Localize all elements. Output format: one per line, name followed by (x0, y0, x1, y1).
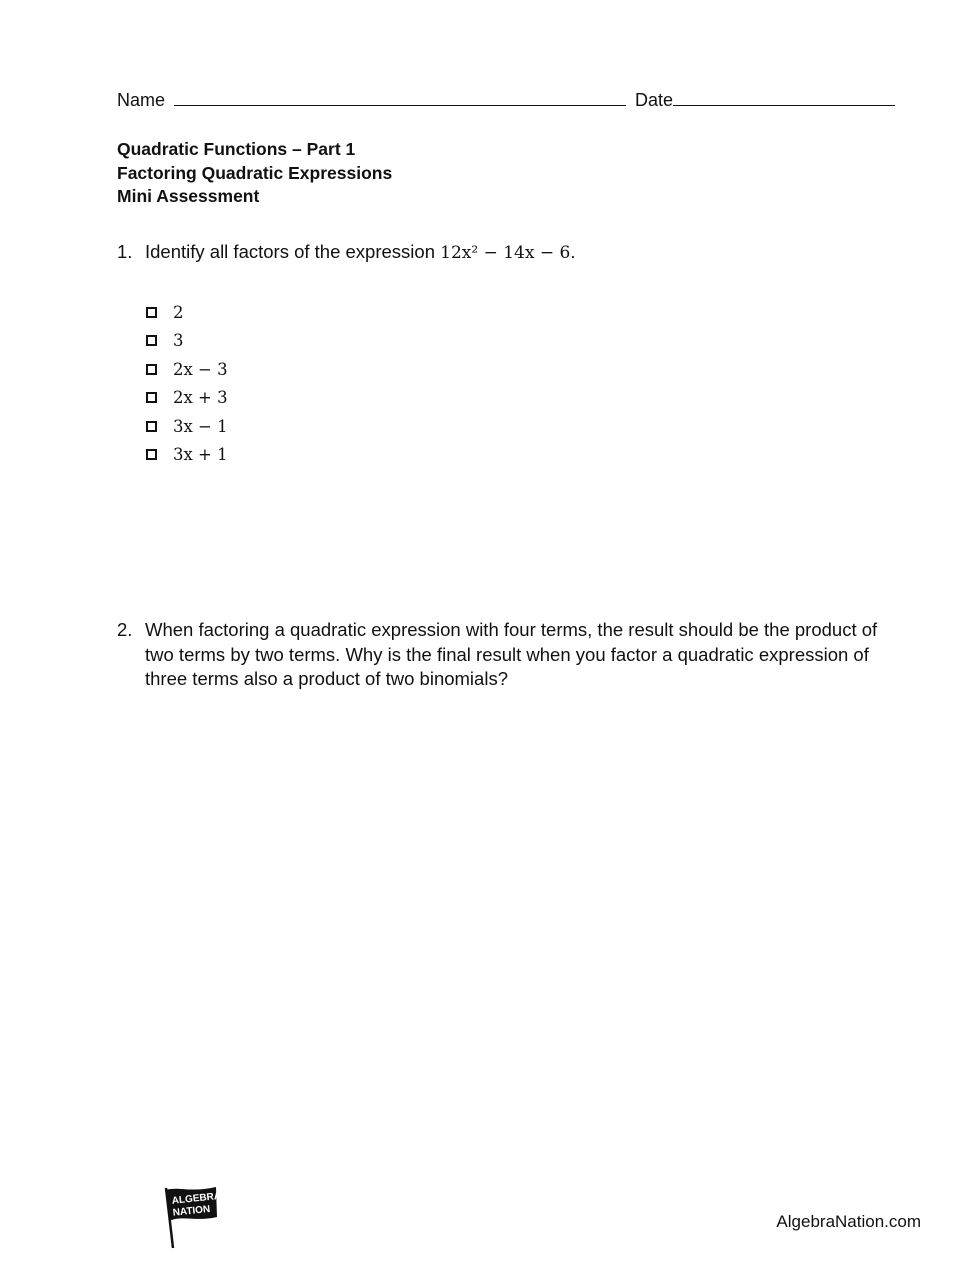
question-2 (117, 618, 887, 692)
question-2-text: When factoring a quadratic expression with four terms, the result should be the product of two terms by two terms. Why is the final result when you factor a quadratic expression of three terms also a product of two binomials? (145, 619, 878, 689)
question-1-period: . (570, 241, 576, 262)
option-label: 3x + 1 (173, 445, 228, 465)
option-1[interactable] (146, 298, 228, 327)
question-2-number: 2. (117, 619, 133, 640)
question-1-expression: 12x² − 14x − 6 (440, 243, 571, 263)
logo-text-1: ALGEBRA (171, 1190, 222, 1207)
option-label: 2x − 3 (173, 359, 228, 379)
option-3[interactable] (146, 355, 228, 384)
question-1 (117, 240, 887, 266)
name-date-header (117, 90, 907, 111)
checkbox-icon[interactable] (146, 449, 157, 460)
checkbox-icon[interactable] (146, 421, 157, 432)
option-2[interactable] (146, 327, 228, 356)
option-label: 2x + 3 (173, 388, 228, 408)
title-line-1: Quadratic Functions – Part 1 (117, 139, 356, 159)
option-4[interactable] (146, 384, 228, 413)
flag-logo-icon (160, 1184, 222, 1250)
date-blank[interactable] (673, 91, 895, 106)
option-6[interactable] (146, 441, 228, 470)
algebra-nation-logo (160, 1184, 222, 1250)
option-label: 2 (173, 302, 184, 322)
option-label: 3x − 1 (173, 416, 228, 436)
question-1-number: 1. (117, 241, 133, 262)
date-label: Date (635, 90, 674, 110)
name-blank[interactable] (174, 91, 626, 106)
name-label: Name (117, 90, 166, 110)
option-5[interactable] (146, 412, 228, 441)
question-1-options (146, 298, 228, 469)
checkbox-icon[interactable] (146, 364, 157, 375)
checkbox-icon[interactable] (146, 335, 157, 346)
checkbox-icon[interactable] (146, 307, 157, 318)
title-line-2: Factoring Quadratic Expressions (117, 162, 393, 183)
title-line-3: Mini Assessment (117, 186, 260, 206)
checkbox-icon[interactable] (146, 392, 157, 403)
site-url: AlgebraNation.com (776, 1212, 921, 1231)
logo-text-2: NATION (172, 1203, 211, 1219)
worksheet-title (117, 138, 392, 209)
question-1-text: Identify all factors of the expression (145, 241, 435, 262)
option-label: 3 (173, 331, 184, 351)
